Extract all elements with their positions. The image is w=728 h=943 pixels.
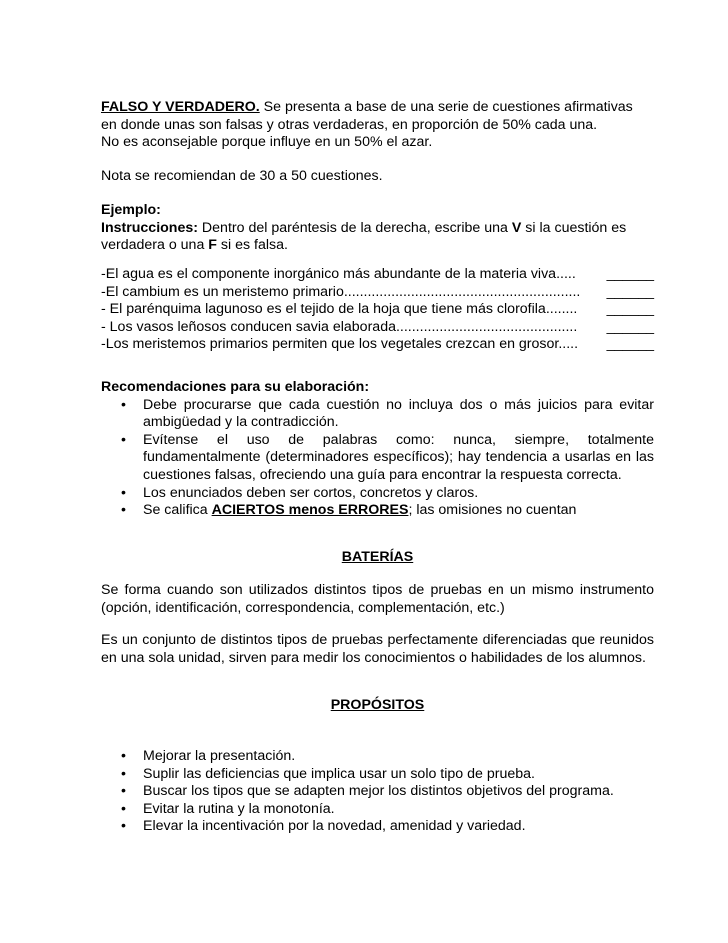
- bullet-icon: •: [121, 502, 126, 519]
- example-section: [101, 202, 654, 255]
- intro-heading: FALSO Y VERDADERO.: [101, 99, 260, 115]
- instructions-label: Instrucciones:: [101, 219, 198, 236]
- propositos-title: PROPÓSITOS: [330, 697, 425, 713]
- bullet-icon: •: [121, 818, 126, 835]
- answer-blank: ______: [606, 266, 654, 282]
- example-item-text: -Los meristemos primarios permiten que los vegetales crezcan en grosor.....: [101, 336, 579, 353]
- list-item-text: Buscar los tipos que se adapten mejor los distintos objetivos del programa.: [143, 783, 614, 800]
- list-item-text: Debe procurarse que cada cuestión no incluya dos o más juicios para evitar ambigüedad y la contradicción.: [143, 396, 654, 431]
- example-item-text: -El cambium es un meristemo primario............................................................: [101, 283, 581, 300]
- intro-line-2: en donde unas son falsas y otras verdaderas, en proporción de 50% cada una.: [101, 116, 598, 133]
- example-item: [101, 284, 654, 302]
- instructions-line-2: [101, 237, 654, 255]
- list-item-text: Evitar la rutina y la monotonía.: [143, 800, 335, 817]
- bullet-icon: •: [121, 800, 126, 817]
- bullet-icon: •: [121, 783, 126, 800]
- recommendations-title: Recomendaciones para su elaboración:: [101, 379, 370, 395]
- example-item: [101, 336, 654, 354]
- intro-line-1-text: Se presenta a base de una serie de cuestiones afirmativas: [259, 99, 633, 115]
- list-item: [101, 485, 654, 503]
- answer-blank: ______: [606, 318, 654, 335]
- list-item: [101, 397, 654, 432]
- example-label: Ejemplo:: [101, 202, 161, 218]
- list-item: [101, 432, 654, 485]
- example-item-text: -El agua es el componente inorgánico más abundante de la materia viva.....: [101, 266, 576, 282]
- instructions-text-4: si es falsa.: [216, 237, 288, 254]
- list-item-text: Se califica: [143, 502, 212, 519]
- example-item: [101, 266, 654, 284]
- note-text: Nota se recomiendan de 30 a 50 cuestiones.: [101, 168, 383, 184]
- list-item: [101, 766, 654, 784]
- intro-line-3: No es aconsejable porque influye en un 50% el azar.: [101, 134, 433, 151]
- list-item-text: ; las omisiones no cuentan: [408, 502, 577, 519]
- list-item-text: Elevar la incentivación por la novedad, amenidad y variedad.: [143, 818, 526, 835]
- answer-blank: ______: [606, 336, 654, 353]
- bullet-icon: •: [121, 484, 126, 501]
- instructions-text-2: si la cuestión es: [521, 219, 627, 236]
- list-item: [101, 783, 654, 801]
- list-item: [101, 801, 654, 819]
- baterias-paragraph-2: Es un conjunto de distintos tipos de pruebas perfectamente diferenciadas que reunidos en una sola unidad, sirven para medir los conocimientos o habilidades de los alumnos.: [101, 632, 654, 666]
- instructions-line-1: [101, 220, 654, 238]
- bullet-icon: •: [121, 396, 126, 413]
- intro-section: [101, 99, 654, 152]
- list-item: [101, 748, 654, 766]
- intro-line-1: [101, 99, 654, 117]
- bullet-icon: •: [121, 765, 126, 782]
- baterias-paragraph-1: Se forma cuando son utilizados distintos tipos de pruebas en un mismo instrumento (opción, identificación, correspondencia, complementación, etc.): [101, 582, 654, 616]
- list-item-text: Los enunciados deben ser cortos, concretos y claros.: [143, 484, 479, 501]
- example-item-text: - Los vasos leñosos conducen savia elaborada..............................................: [101, 318, 578, 335]
- bullet-icon: •: [121, 748, 126, 764]
- recommendations-section: [101, 379, 654, 520]
- list-item-text: Suplir las deficiencias que implica usar un solo tipo de prueba.: [143, 765, 535, 782]
- answer-blank: ______: [606, 283, 654, 300]
- list-item: [101, 818, 654, 836]
- example-item: [101, 319, 654, 337]
- example-item: [101, 301, 654, 319]
- list-item-text: Evítense el uso de palabras como: nunca, siempre, totalmente fundamentalmente (determinadores específicos); hay tendencia a usarlas en las cuestiones falsas, ofreciendo una guía para encontrar la respuesta correcta.: [143, 431, 654, 483]
- grading-rule: ACIERTOS menos ERRORES: [211, 502, 409, 519]
- instructions-text-3: verdadera o una: [101, 237, 209, 254]
- example-items: [101, 266, 654, 354]
- answer-blank: ______: [606, 301, 654, 318]
- instructions-f: F: [208, 237, 217, 254]
- instructions-text-1: Dentro del paréntesis de la derecha, escribe una: [197, 219, 512, 236]
- bullet-icon: •: [121, 431, 126, 448]
- propositos-list: [101, 748, 654, 836]
- example-item-text: - El parénquima lagunoso es el tejido de la hoja que tiene más clorofila........: [101, 301, 578, 318]
- baterias-title: BATERÍAS: [341, 549, 414, 565]
- recommendations-list: [101, 397, 654, 520]
- list-item-text: Mejorar la presentación.: [143, 748, 296, 764]
- list-item: [101, 502, 654, 520]
- instructions-v: V: [511, 219, 522, 236]
